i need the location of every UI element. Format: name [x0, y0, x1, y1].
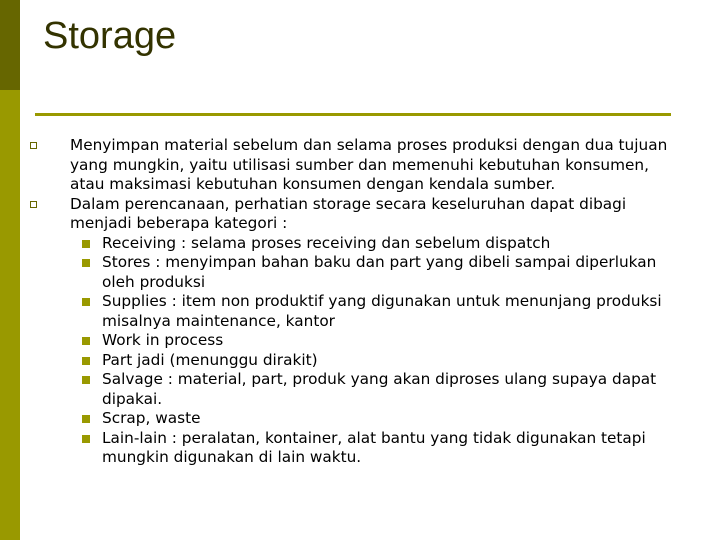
filled-square-bullet-icon [82, 240, 90, 248]
sub-bullet-item [30, 253, 680, 292]
sub-bullet-item [30, 331, 680, 351]
sub-bullet-text: Scrap, waste [102, 409, 201, 427]
hollow-square-bullet-icon [30, 201, 37, 208]
sub-bullet-item [30, 409, 680, 429]
slide-title: Storage [43, 15, 177, 57]
sub-bullet-item [30, 370, 680, 409]
sub-bullet-text: Receiving : selama proses receiving dan sebelum dispatch [102, 233, 551, 252]
sub-bullet-item [30, 292, 680, 331]
filled-square-bullet-icon [82, 298, 90, 306]
filled-square-bullet-icon [82, 259, 90, 267]
title-underline [35, 113, 671, 116]
sub-bullet-item [30, 234, 680, 254]
sub-bullet-text: Stores : menyimpan bahan baku dan part yang dibeli sampai diperlukan oleh produksi [102, 253, 657, 291]
bullet-text: Dalam perencanaan, perhatian storage secara keseluruhan dapat dibagi menjadi beberapa kategori : [70, 194, 627, 232]
filled-square-bullet-icon [82, 337, 90, 345]
sub-bullet-item [30, 429, 680, 468]
left-accent-bar-light [0, 90, 20, 540]
filled-square-bullet-icon [82, 357, 90, 365]
hollow-square-bullet-icon [30, 142, 37, 149]
sub-bullet-text: Supplies : item non produktif yang digunakan untuk menunjang produksi misalnya maintenance, kantor [102, 292, 662, 330]
filled-square-bullet-icon [82, 415, 90, 423]
sub-bullet-text: Part jadi (menunggu dirakit) [102, 350, 318, 369]
sub-bullet-text: Lain-lain : peralatan, kontainer, alat bantu yang tidak digunakan tetapi mungkin digunakan di lain waktu. [102, 428, 646, 466]
slide-content [30, 136, 680, 468]
sub-bullet-text: Work in process [102, 331, 224, 349]
filled-square-bullet-icon [82, 376, 90, 384]
filled-square-bullet-icon [82, 435, 90, 443]
sub-bullet-text: Salvage : material, part, produk yang akan diproses ulang supaya dapat dipakai. [102, 370, 657, 408]
sub-bullet-item [30, 351, 680, 371]
bullet-item [30, 195, 680, 234]
bullet-text: Menyimpan material sebelum dan selama proses produksi dengan dua tujuan yang mungkin, yaitu utilisasi sumber dan memenuhi kebutuhan konsumen, atau maksimasi kebutuhan konsumen dengan kendala sumber. [70, 136, 668, 193]
bullet-item [30, 136, 680, 195]
left-accent-bar-dark [0, 0, 20, 90]
